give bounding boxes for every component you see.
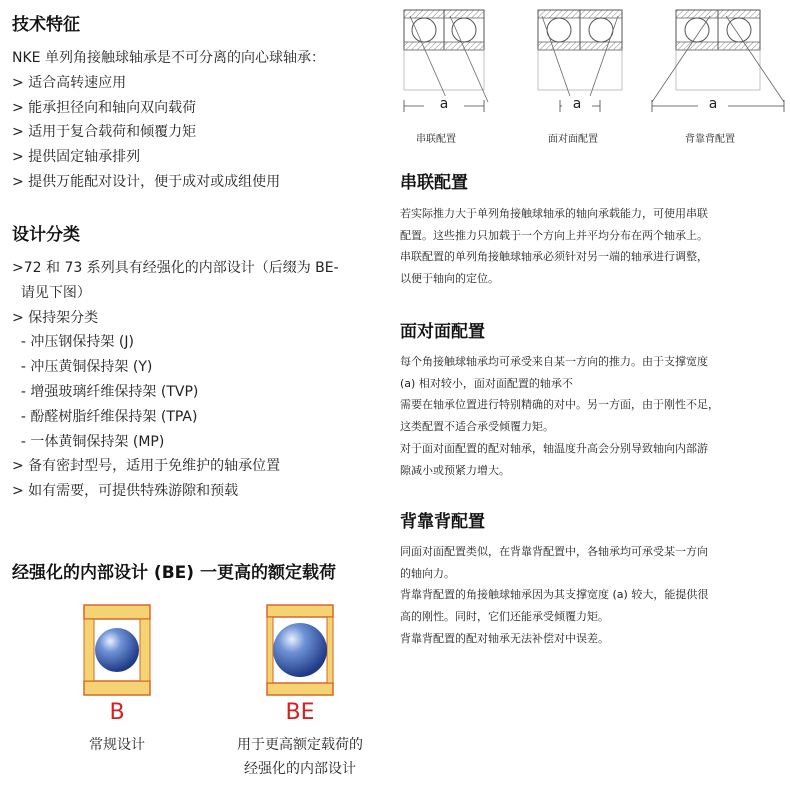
be-title: 经强化的内部设计 (BE) 一更高的额定载荷 <box>12 563 336 583</box>
features-title: 技术特征 <box>12 15 80 35</box>
list-item: 请见下图） <box>12 284 91 301</box>
list-item: > 适合高转速应用 <box>12 74 127 91</box>
back-dim-label: a <box>698 96 728 112</box>
back-caption: 背靠背配置 <box>685 134 735 145</box>
paragraph-line: 若实际推力大于单列角接触球轴承的轴向承载能力，可使用串联 <box>400 207 708 220</box>
list-item: NKE 单列角接触球轴承是不可分离的向心球轴承： <box>12 50 325 66</box>
paragraph-line: 的轴向力。 <box>400 566 455 580</box>
paragraph-line: 同面对面配置类似，在背靠背配置中，各轴承均可承受某一方向 <box>400 545 708 558</box>
features-list <box>12 46 325 195</box>
paragraph-line: 对于面对面配置的配对轴承，轴温度升高会分别导致轴向内部游 <box>400 441 708 455</box>
paragraph-line: 隙减小或预紧力增大。 <box>400 463 510 477</box>
paragraph-line: 背靠背配置的配对轴承无法补偿对中误差。 <box>400 631 609 645</box>
list-item: > 备有密封型号，适用于免维护的轴承位置 <box>12 458 281 475</box>
tandem-dim-label: a <box>424 96 464 112</box>
list-item: > 保持架分类 <box>12 309 99 326</box>
design-list <box>12 256 339 504</box>
face-text <box>400 351 719 481</box>
tandem-title: 串联配置 <box>400 173 468 193</box>
list-item: - 酚醛树脂纤维保持架 (TPA) <box>12 408 198 425</box>
face-title: 面对面配置 <box>400 322 485 342</box>
face-caption: 面对面配置 <box>548 134 598 145</box>
list-item: > 如有需要，可提供特殊游隙和预载 <box>12 483 239 500</box>
bearing-be-icon <box>265 603 335 698</box>
list-item: > 适用于复合载荷和倾覆力矩 <box>12 124 197 141</box>
bearing-be-caption <box>205 733 395 781</box>
list-item: - 一体黄铜保持架 (MP) <box>12 433 165 450</box>
paragraph-line: (a) 相对较小，面对面配置的轴承不 <box>400 376 573 390</box>
paragraph-line: 高的刚性。同时，它们还能承受倾覆力矩。 <box>400 610 609 624</box>
back-text <box>400 541 708 650</box>
list-item: > 能承担径向和轴向双向载荷 <box>12 99 197 116</box>
list-item: - 冲压钢保持架 (J) <box>12 334 134 351</box>
tandem-text <box>400 203 708 290</box>
bearing-b-caption: 常规设计 <box>89 737 145 753</box>
bearing-be-caption-line-2: 经强化的内部设计 <box>244 761 356 777</box>
paragraph-line: 每个角接触球轴承均可承受来自某一方向的推力。由于支撑宽度 <box>400 355 708 368</box>
design-title: 设计分类 <box>12 225 80 245</box>
list-item: - 增强玻璃纤维保持架 (TVP) <box>12 383 199 400</box>
bearing-be-code: BE <box>285 700 315 725</box>
list-item: > 提供万能配对设计，便于成对或成组使用 <box>12 173 281 190</box>
bearing-be-caption-line-1: 用于更高额定载荷的 <box>237 737 363 753</box>
paragraph-line: 需要在轴承位置进行特别精确的对中。另一方面，由于刚性不足， <box>400 398 719 412</box>
tandem-caption: 串联配置 <box>416 134 456 145</box>
list-item: >72 和 73 系列具有经强化的内部设计（后缀为 BE- <box>12 260 339 276</box>
list-item: > 提供固定轴承排列 <box>12 149 141 166</box>
paragraph-line: 背靠背配置的角接触球轴承因为其支撑宽度 (a) 较大，能提供很 <box>400 588 709 602</box>
paragraph-line: 以便于轴向的定位。 <box>400 272 499 286</box>
back-title: 背靠背配置 <box>400 512 485 532</box>
face-dim-label: a <box>562 96 592 112</box>
bearing-b-icon <box>82 603 152 698</box>
list-item: - 冲压黄铜保持架 (Y) <box>12 359 153 376</box>
paragraph-line: 串联配置的单列角接触球轴承必须针对另一端的轴承进行调整， <box>400 250 708 264</box>
paragraph-line: 这类配置不适合承受倾覆力矩。 <box>400 420 554 434</box>
paragraph-line: 配置。这些推力只加载于一个方向上并平均分布在两个轴承上。 <box>400 228 708 242</box>
bearing-b-code: B <box>109 700 125 725</box>
